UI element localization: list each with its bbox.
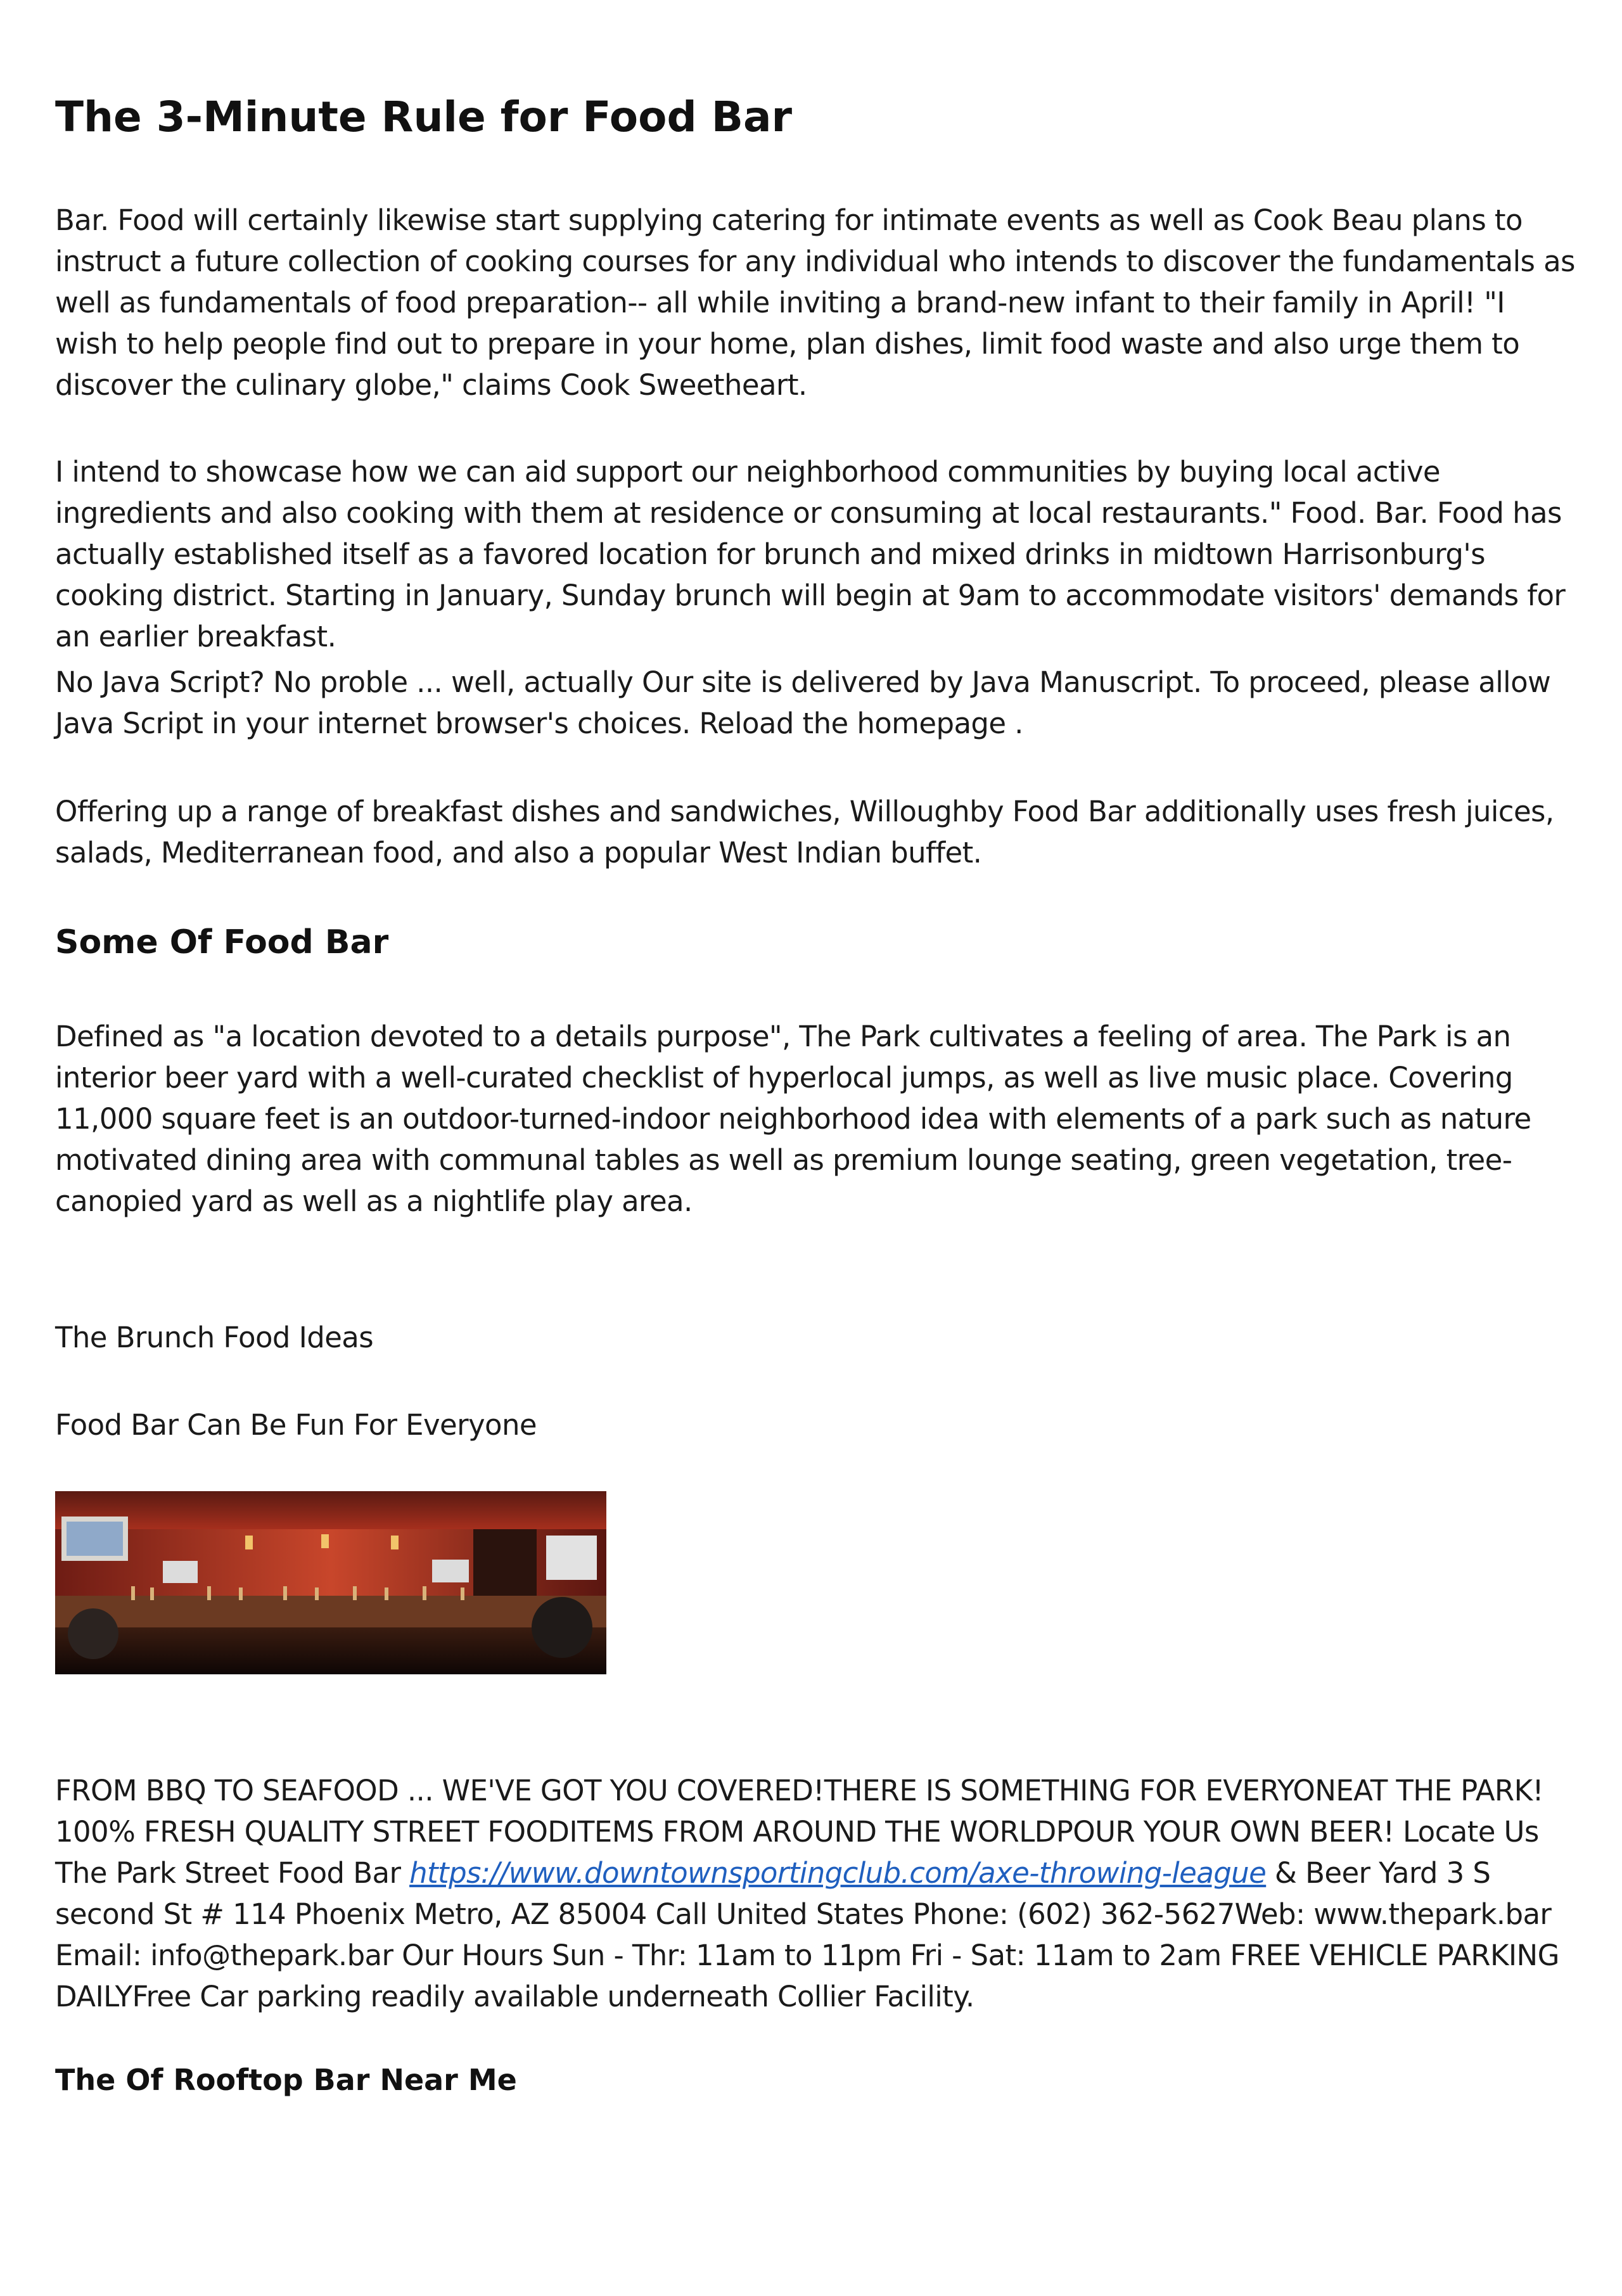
axe-throwing-league-link[interactable]: https://www.downtownsportingclub.com/axe-throwing-league: [409, 1856, 1267, 1890]
paragraph-1: Bar. Food will certainly likewise start supplying catering for intimate events as well as Cook Beau plans to instruct a future collection of cooking courses for any individual who intends to discover the fundamentals as well as fundamentals of food preparation-- all while inviting a brand-new infant to their family in April! "I wish to help people find out to prepare in your home, plan dishes, limit food waste and also urge them to discover the culinary globe," claims Cook Sweetheart.: [55, 203, 1575, 402]
paragraph-6-text-after-link: & Beer Yard 3 S second St # 114 Phoenix Metro, AZ 85004 Call United States Phone: (602) 362-5627Web: www.thepark.bar Email: info@thepark.bar Our Hours Sun - Thr: 11am to 11pm Fri - Sat: 11am to 2am FREE VEHICLE PARKING DAILYFree Car parking readily available underneath Collier Facility.: [55, 1856, 1559, 2013]
paragraph-4: Offering up a range of breakfast dishes and sandwiches, Willoughby Food Bar additionally uses fresh juices, salads, Mediterranean food, and also a popular West Indian buffet.: [55, 795, 1554, 869]
brunch-food-ideas-line: The Brunch Food Ideas: [55, 1321, 374, 1354]
section-heading-rooftop-bar: The Of Rooftop Bar Near Me: [55, 2063, 517, 2097]
bar-interior-photo: [55, 1491, 606, 1674]
paragraph-3: No Java Script? No proble ... well, actually Our site is delivered by Java Manuscript. To proceed, please allow Java Script in your internet browser's choices. Reload the homepage .: [55, 665, 1551, 740]
paragraph-5: Defined as "a location devoted to a details purpose", The Park cultivates a feeling of area. The Park is an interior beer yard with a well-curated checklist of hyperlocal jumps, as well as live music place. Covering 11,000 square feet is an outdoor-turned-indoor neighborhood idea with elements of a park such as nature motivated dining area with communal tables as well as premium lounge seating, green vegetation, tree-canopied yard as well as a nightlife play area.: [55, 1020, 1531, 1218]
paragraph-6: [55, 1770, 1576, 2017]
paragraph-6-text-before-link: FROM BBQ TO SEAFOOD ... WE'VE GOT YOU COVERED!THERE IS SOMETHING FOR EVERYONEAT THE PARK! 100% FRESH QUALITY STREET FOODITEMS FROM AROUND THE WORLDPOUR YOUR OWN BEER! Locate Us The Park Street Food Bar: [55, 1774, 1543, 1890]
paragraph-2: I intend to showcase how we can aid support our neighborhood communities by buying local active ingredients and also cooking with them at residence or consuming at local restaurants." Food. Bar. Food has actually established itself as a favored location for brunch and mixed drinks in midtown Harrisonburg's cooking district. Starting in January, Sunday brunch will begin at 9am to accommodate visitors' demands for an earlier breakfast.: [55, 455, 1566, 653]
food-bar-fun-line: Food Bar Can Be Fun For Everyone: [55, 1408, 537, 1442]
section-heading-some-of-food-bar: Some Of Food Bar: [55, 923, 389, 961]
page-title: The 3-Minute Rule for Food Bar: [55, 93, 793, 141]
